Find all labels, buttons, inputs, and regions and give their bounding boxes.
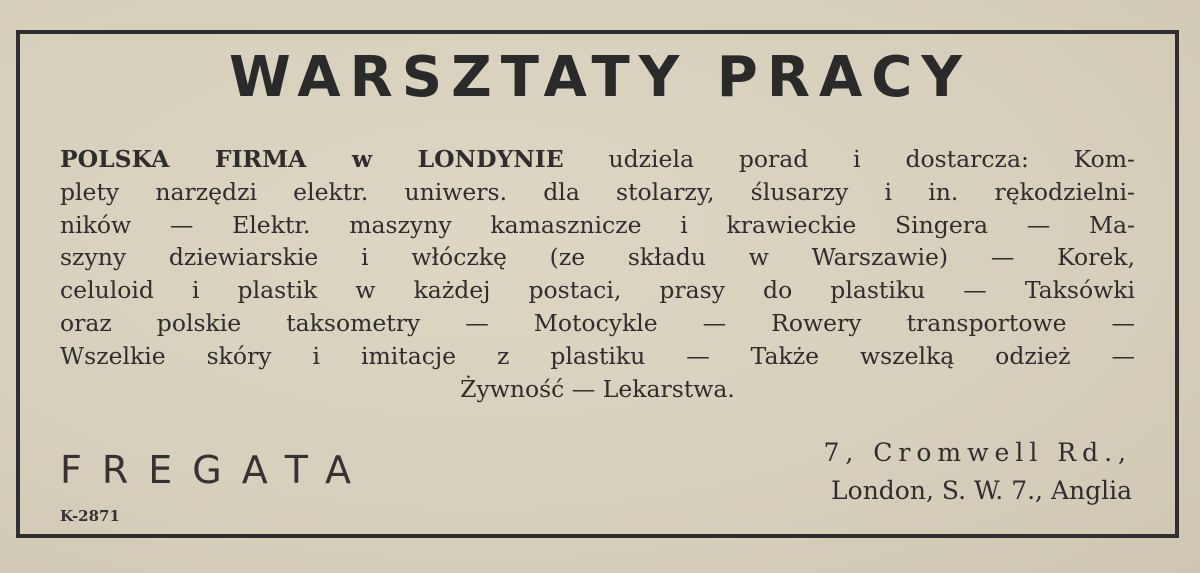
ad-line-text: udziela porad i dostarcza: Kom-	[563, 145, 1135, 173]
ad-body-line-5: celuloid i plastik w każdej postaci, prasy do plastiku — Taksówki	[60, 276, 1135, 305]
ad-code: K-2871	[60, 507, 120, 525]
ad-body	[60, 143, 1135, 405]
ad-body-line-7: Wszelkie skóry i imitacje z plastiku — Także wszelką odzież —	[60, 341, 1135, 370]
company-address	[824, 436, 1133, 508]
address-street: 7, Cromwell Rd.,	[823, 438, 1132, 467]
ad-body-line-1	[60, 143, 1135, 176]
ad-body-line-6: oraz polskie taksometry — Motocykle — Rowery transportowe —	[60, 308, 1135, 337]
ad-body-line-8: Żywność — Lekarstwa.	[460, 374, 735, 403]
ad-body-line-4: szyny dziewiarskie i włóczkę (ze składu w Warszawie) — Korek,	[60, 243, 1135, 272]
ad-headline: WARSZTATY PRACY	[229, 45, 971, 110]
ad-body-line-3: ników — Elektr. maszyny kamasznicze i krawieckie Singera — Ma-	[60, 210, 1135, 239]
ad-lead-text: POLSKA FIRMA w LONDYNIE	[60, 145, 564, 173]
address-city: London, S. W. 7., Anglia	[831, 476, 1132, 505]
ad-body-line-2: plety narzędzi elektr. uniwers. dla stolarzy, ślusarzy i in. rękodzielni-	[60, 177, 1135, 206]
brand-name: FREGATA	[60, 448, 372, 492]
